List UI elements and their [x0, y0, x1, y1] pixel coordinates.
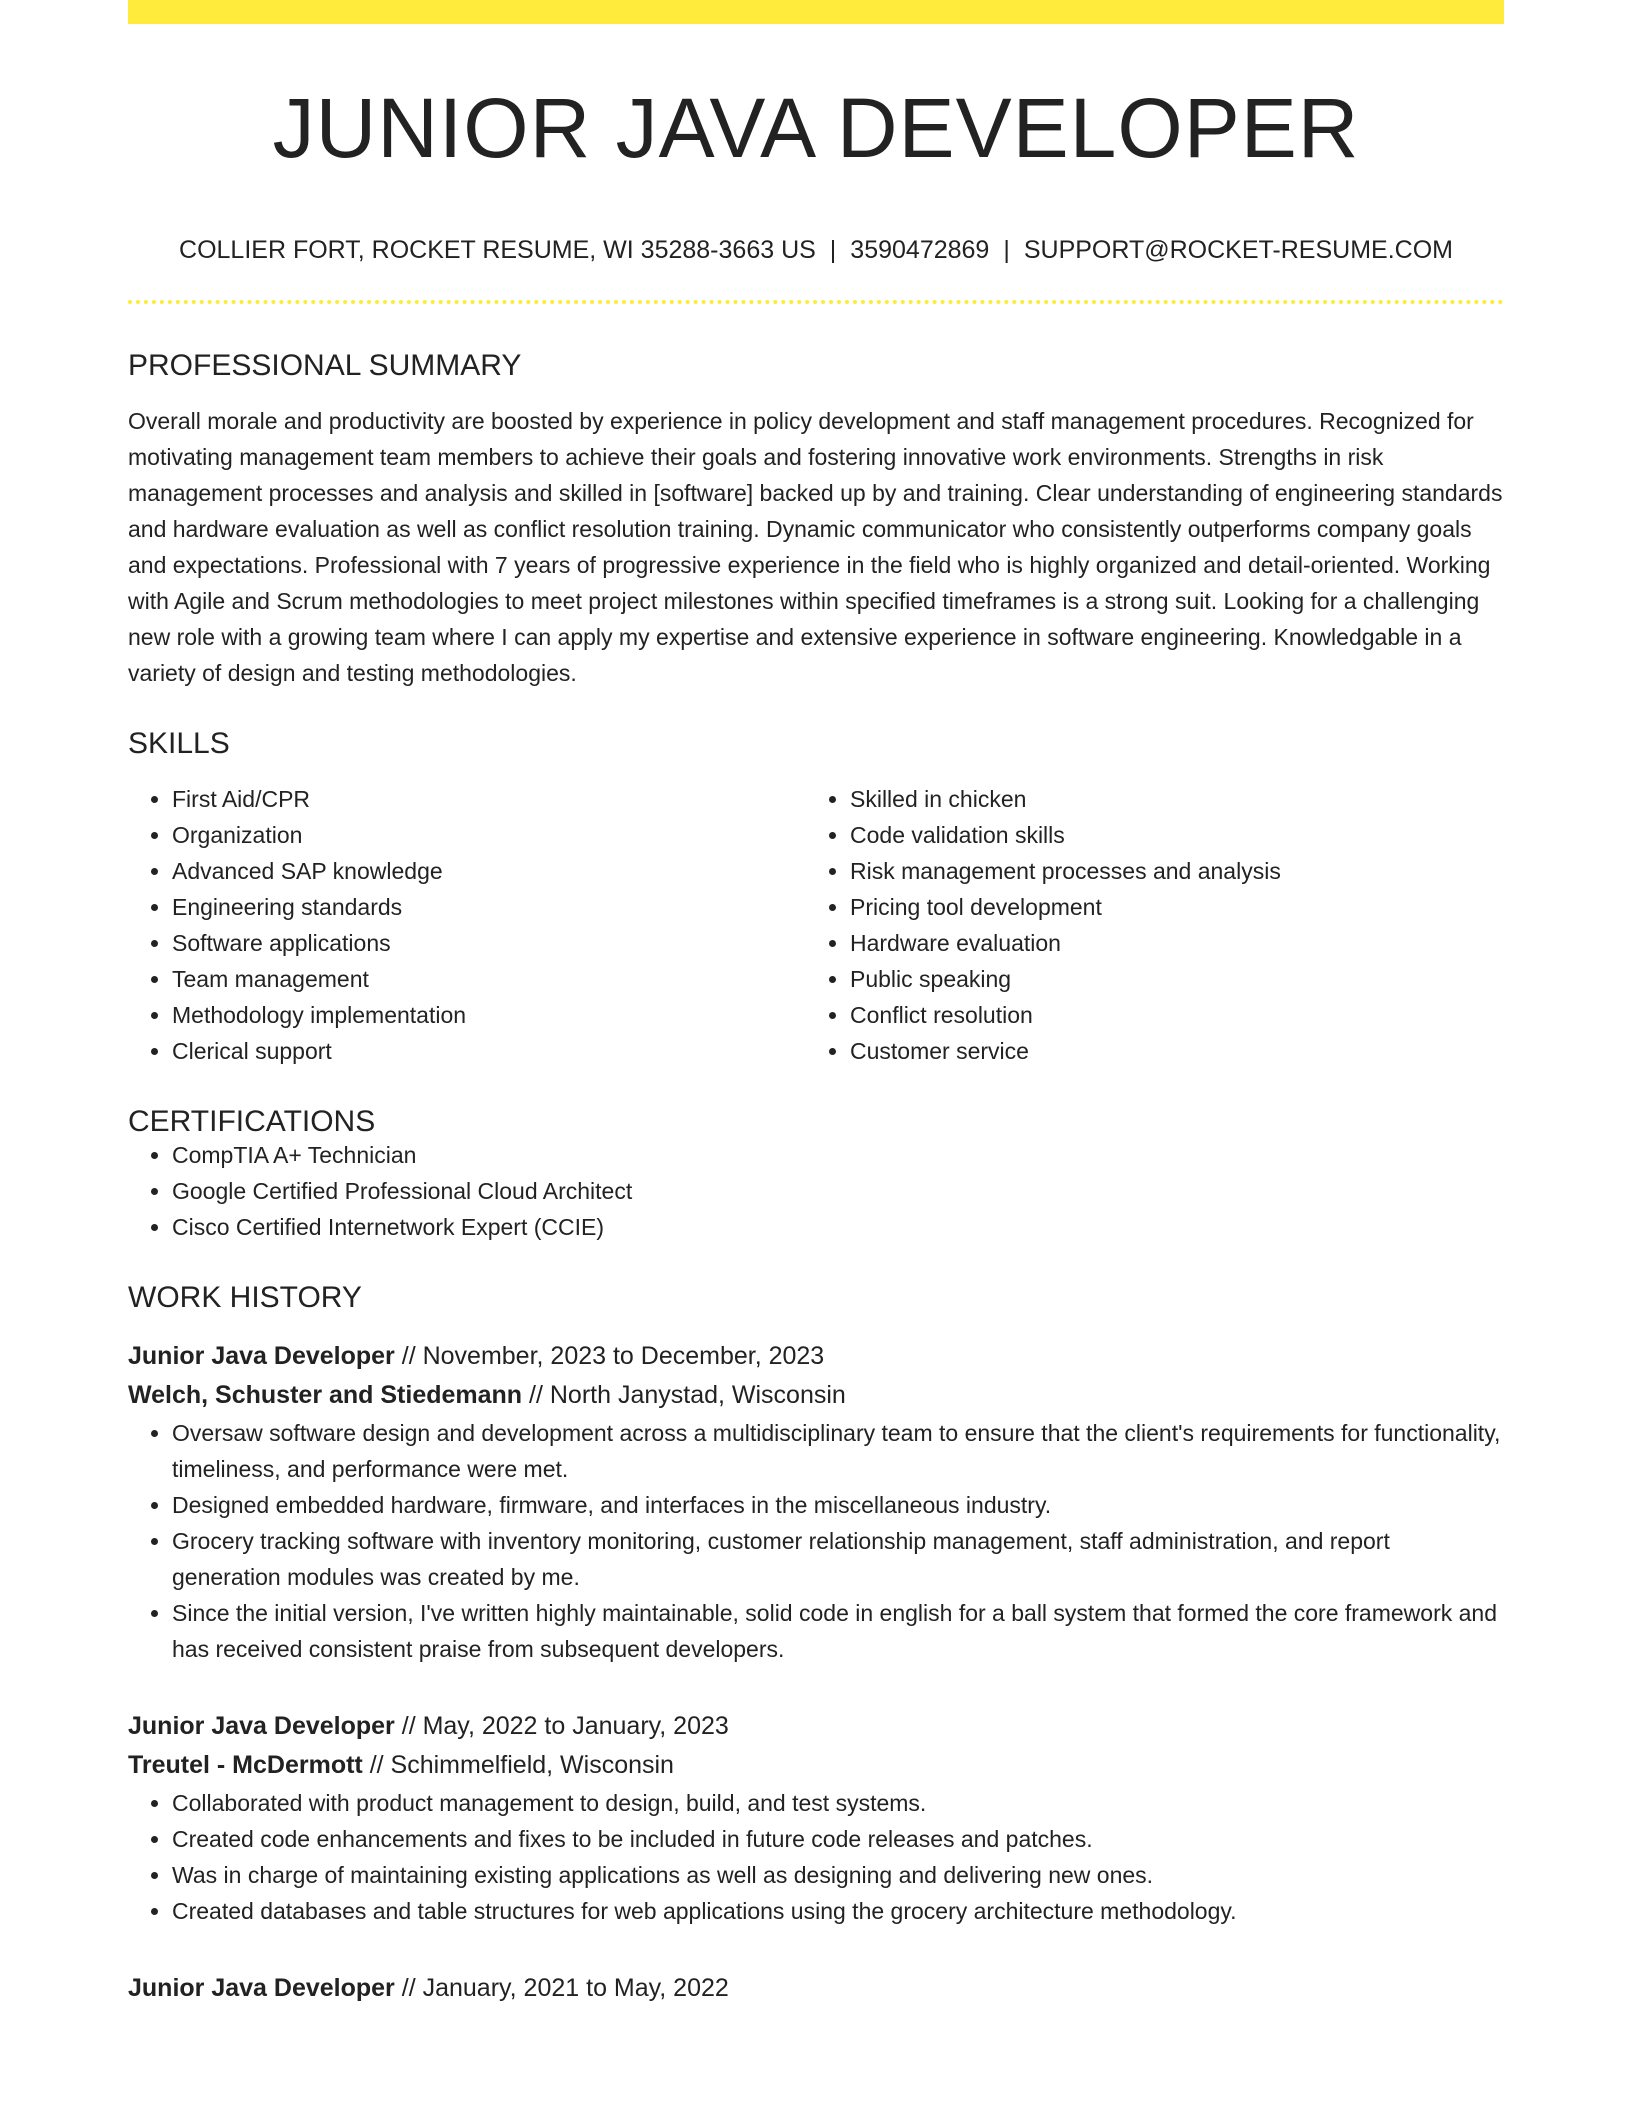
job-dates: // May, 2022 to January, 2023 [394, 1712, 729, 1740]
job-title-line [128, 1707, 1504, 1746]
job-duties [128, 1785, 1504, 1929]
job-company: Welch, Schuster and Stiedemann [128, 1381, 523, 1409]
skill-item: • Engineering standards [172, 889, 806, 925]
certifications-list [128, 1137, 1504, 1245]
job-title-line [128, 1969, 1504, 2008]
contact-address: COLLIER FORT, ROCKET RESUME, WI 35288-3663 US [179, 236, 816, 264]
certification-item: • Google Certified Professional Cloud Architect [172, 1173, 1504, 1209]
job-location: // North Janystad, Wisconsin [522, 1381, 846, 1409]
skill-item: • Clerical support [172, 1033, 806, 1069]
certifications-heading: CERTIFICATIONS [128, 1105, 376, 1138]
job-location: // Schimmelfield, Wisconsin [362, 1751, 674, 1779]
job-duty: • Created code enhancements and fixes to be included in future code releases and patches. [172, 1821, 1504, 1857]
skill-item: • First Aid/CPR [172, 781, 806, 817]
skills-list-left [128, 781, 806, 1069]
job-duty: • Created databases and table structures for web applications using the grocery architecture methodology. [172, 1893, 1504, 1929]
skill-item: • Public speaking [850, 961, 1484, 997]
contact-separator: | [1003, 236, 1010, 264]
skills-column-right [806, 781, 1484, 1069]
skill-item: • Conflict resolution [850, 997, 1484, 1033]
skill-item: • Advanced SAP knowledge [172, 853, 806, 889]
skill-item: • Pricing tool development [850, 889, 1484, 925]
summary-heading: PROFESSIONAL SUMMARY [128, 349, 522, 382]
skill-item: • Organization [172, 817, 806, 853]
skill-item: • Methodology implementation [172, 997, 806, 1033]
skill-item: • Customer service [850, 1033, 1484, 1069]
job-company-line [128, 1746, 1504, 1785]
skill-item: • Hardware evaluation [850, 925, 1484, 961]
skill-item: • Skilled in chicken [850, 781, 1484, 817]
job-title: Junior Java Developer [128, 1974, 395, 2002]
certification-item: • Cisco Certified Internetwork Expert (CCIE) [172, 1209, 1504, 1245]
job-entry [128, 1707, 1504, 1929]
job-title-line [128, 1337, 1504, 1376]
job-duties [128, 1415, 1504, 1667]
job-company-line [128, 1376, 1504, 1415]
job-dates: // November, 2023 to December, 2023 [394, 1342, 825, 1370]
skill-item: • Software applications [172, 925, 806, 961]
contact-separator: | [829, 236, 837, 264]
skill-item: • Risk management processes and analysis [850, 853, 1484, 889]
certification-item: • CompTIA A+ Technician [172, 1137, 1504, 1173]
job-duty: • Collaborated with product management to design, build, and test systems. [172, 1785, 1504, 1821]
job-duty: • Designed embedded hardware, firmware, and interfaces in the miscellaneous industry. [172, 1487, 1504, 1523]
job-company: Treutel - McDermott [128, 1751, 363, 1779]
skills-heading: SKILLS [128, 727, 230, 760]
job-duty: • Since the initial version, I've written highly maintainable, solid code in english for a ball system that formed the core framework and has received consistent praise from subsequent developers. [172, 1595, 1504, 1667]
contact-email: SUPPORT@ROCKET-RESUME.COM [1023, 236, 1453, 264]
dotted-divider [128, 300, 1504, 304]
summary-text: Overall morale and productivity are boosted by experience in policy development and staff management procedures. Recognized for motivating management team members to achieve their goals and fostering innovative work environments. Strengths in risk management processes and analysis and skilled in [software] backed up by and training. Clear understanding of engineering standards and hardware evaluation as well as conflict resolution training. Dynamic communicator who consistently outperforms company goals and expectations. Professional with 7 years of progressive experience in the field who is highly organized and detail-oriented. Working with Agile and Scrum methodologies to meet project milestones within specified timeframes is a strong suit. Looking for a challenging new role with a growing team where I can apply my expertise and extensive experience in software engineering. Knowledgable in a variety of design and testing methodologies. [128, 408, 1503, 686]
job-dates: // January, 2021 to May, 2022 [394, 1974, 729, 2002]
contact-line [128, 238, 1504, 263]
skill-item: • Team management [172, 961, 806, 997]
job-entry [128, 1969, 1504, 2008]
skill-item: • Code validation skills [850, 817, 1484, 853]
resume-page [128, 0, 1504, 2008]
job-title: Junior Java Developer [128, 1342, 395, 1370]
accent-bar [128, 0, 1504, 24]
job-title: Junior Java Developer [128, 1712, 395, 1740]
job-duty: • Grocery tracking software with inventory monitoring, customer relationship management, staff administration, and report generation modules was created by me. [172, 1523, 1504, 1595]
skills-list-right [806, 781, 1484, 1069]
job-duty: • Was in charge of maintaining existing applications as well as designing and delivering new ones. [172, 1857, 1504, 1893]
resume-title: JUNIOR JAVA DEVELOPER [272, 81, 1360, 175]
job-duty: • Oversaw software design and development across a multidisciplinary team to ensure that the client's requirements for functionality, timeliness, and performance were met. [172, 1415, 1504, 1487]
skills-column-left [128, 781, 806, 1069]
contact-phone: 3590472869 [850, 236, 990, 264]
work-history-heading: WORK HISTORY [128, 1281, 362, 1314]
skills-columns [128, 781, 1504, 1069]
job-entry [128, 1337, 1504, 1667]
